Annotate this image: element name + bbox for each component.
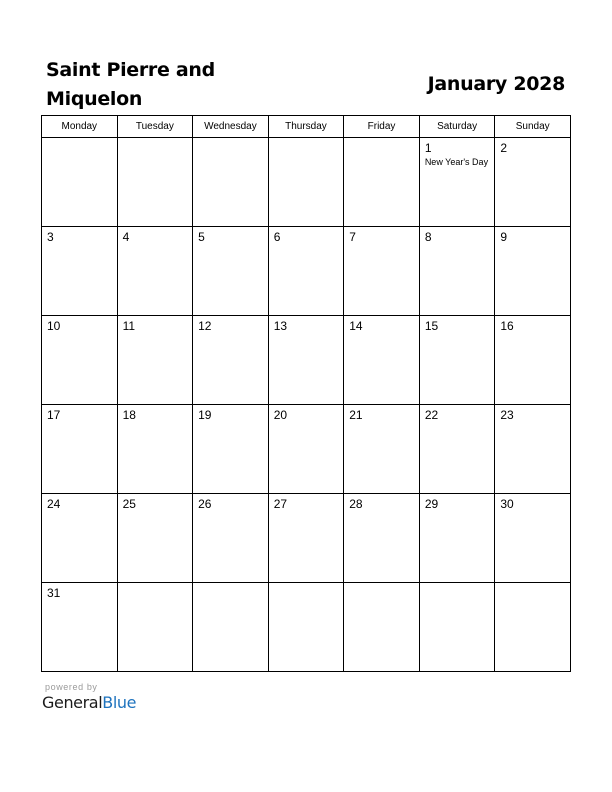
day-number: 8 <box>424 230 432 244</box>
day-number: 23 <box>500 408 514 422</box>
day-cell <box>344 138 420 227</box>
day-number: 11 <box>122 319 136 333</box>
day-number: 5 <box>198 230 205 244</box>
day-cell <box>419 494 495 583</box>
day-number <box>344 138 419 141</box>
day-cell <box>193 138 269 227</box>
day-cell <box>495 138 571 227</box>
day-number: 24 <box>47 497 61 511</box>
day-number <box>193 583 268 586</box>
day-number: 27 <box>273 497 288 511</box>
day-number: 28 <box>349 497 363 511</box>
day-cell <box>42 405 118 494</box>
day-number: 22 <box>424 408 439 422</box>
week-row <box>42 583 571 672</box>
day-number: 3 <box>47 230 54 244</box>
day-cell <box>117 227 193 316</box>
day-number: 15 <box>424 319 439 333</box>
day-cell <box>419 405 495 494</box>
day-cell <box>193 405 269 494</box>
day-cell <box>419 227 495 316</box>
day-cell <box>419 316 495 405</box>
week-row <box>42 227 571 316</box>
day-number: 29 <box>424 497 439 511</box>
week-row <box>42 494 571 583</box>
day-cell <box>419 138 495 227</box>
day-cell <box>344 494 420 583</box>
day-number: 14 <box>349 319 363 333</box>
day-number <box>420 583 495 586</box>
day-number: 10 <box>47 319 61 333</box>
day-cell <box>117 316 193 405</box>
month-year-title: January 2028 <box>427 73 565 95</box>
day-cell <box>268 227 344 316</box>
day-cell <box>268 138 344 227</box>
week-row <box>42 138 571 227</box>
day-cell <box>42 494 118 583</box>
day-cell <box>42 138 118 227</box>
day-cell <box>42 316 118 405</box>
day-number: 1 <box>424 141 432 155</box>
day-number <box>42 138 117 141</box>
day-number: 9 <box>500 230 508 244</box>
day-number: 6 <box>273 230 281 244</box>
weekday-header-row <box>42 116 571 138</box>
day-cell <box>117 583 193 672</box>
day-number <box>495 583 570 586</box>
day-cell <box>193 583 269 672</box>
day-number <box>269 583 344 586</box>
day-cell <box>495 405 571 494</box>
calendar-grid <box>41 115 571 672</box>
day-cell <box>117 405 193 494</box>
weekday-header: Friday <box>344 116 420 138</box>
day-cell <box>117 494 193 583</box>
holiday-label: New Year's Day <box>424 157 489 167</box>
powered-by-text: powered by <box>45 682 98 692</box>
day-number <box>269 138 344 141</box>
day-cell <box>42 227 118 316</box>
day-cell <box>344 583 420 672</box>
day-number <box>118 583 193 586</box>
weekday-header: Thursday <box>268 116 344 138</box>
day-number: 7 <box>349 230 356 244</box>
day-number: 18 <box>122 408 136 422</box>
day-cell <box>268 583 344 672</box>
weekday-header: Sunday <box>495 116 571 138</box>
day-cell <box>495 316 571 405</box>
weekday-header: Saturday <box>419 116 495 138</box>
day-cell <box>495 227 571 316</box>
day-number <box>193 138 268 141</box>
day-number <box>118 138 193 141</box>
day-number: 25 <box>122 497 136 511</box>
generalblue-logo[interactable] <box>42 693 136 713</box>
day-cell <box>344 227 420 316</box>
day-cell <box>495 583 571 672</box>
day-cell <box>419 583 495 672</box>
day-number: 20 <box>273 408 288 422</box>
brand-general-text: General <box>42 693 103 712</box>
day-cell <box>193 227 269 316</box>
day-cell <box>193 494 269 583</box>
weekday-header: Tuesday <box>117 116 193 138</box>
day-cell <box>193 316 269 405</box>
day-number: 12 <box>198 319 212 333</box>
day-number: 17 <box>47 408 61 422</box>
day-number: 26 <box>198 497 212 511</box>
day-number: 4 <box>122 230 130 244</box>
day-cell <box>42 583 118 672</box>
brand-blue-text: Blue <box>102 693 137 712</box>
day-number: 31 <box>47 586 61 600</box>
week-row <box>42 405 571 494</box>
day-cell <box>268 494 344 583</box>
country-title: Saint Pierre and Miquelon <box>46 59 215 110</box>
weekday-header: Monday <box>42 116 118 138</box>
day-number: 16 <box>500 319 514 333</box>
day-number <box>344 583 419 586</box>
day-cell <box>268 405 344 494</box>
weekday-header: Wednesday <box>193 116 269 138</box>
day-number: 21 <box>349 408 363 422</box>
day-number: 30 <box>500 497 514 511</box>
day-number: 19 <box>198 408 212 422</box>
day-number: 13 <box>273 319 288 333</box>
week-row <box>42 316 571 405</box>
day-cell <box>495 494 571 583</box>
day-cell <box>117 138 193 227</box>
day-cell <box>268 316 344 405</box>
day-cell <box>344 405 420 494</box>
day-cell <box>344 316 420 405</box>
day-number: 2 <box>500 141 508 155</box>
